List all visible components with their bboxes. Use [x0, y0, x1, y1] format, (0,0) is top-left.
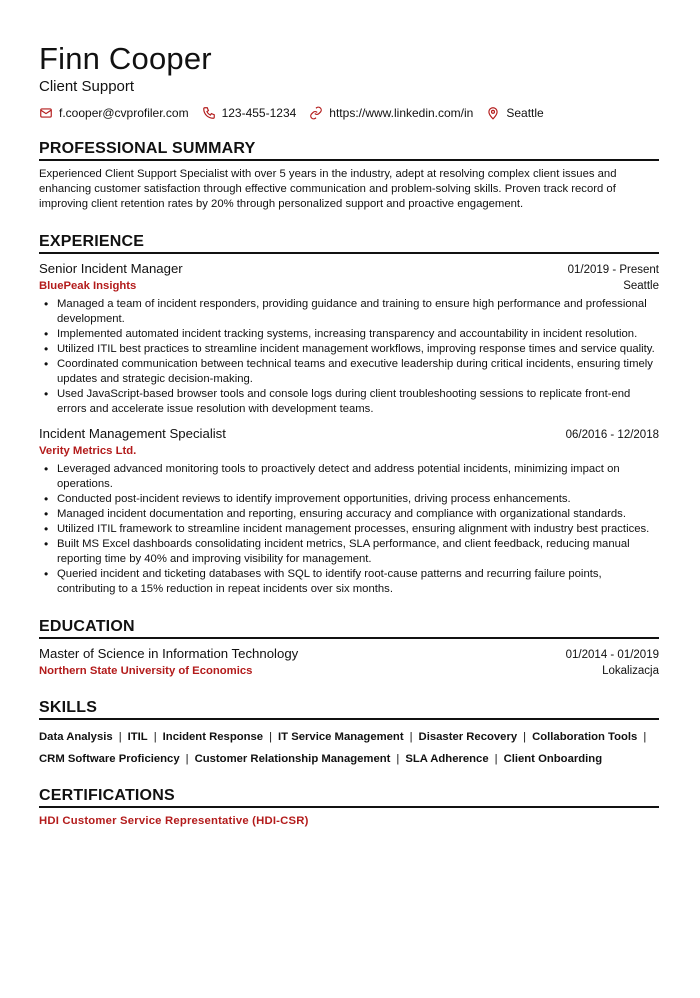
mail-icon [39, 106, 53, 120]
bullet-item: • Utilized ITIL framework to streamline incident management processes, ensuring alignment with industry best practices. [39, 522, 659, 537]
resume-page [39, 40, 659, 829]
skill-item: CRM Software Proficiency | [39, 753, 189, 765]
bullet-item: • Coordinated communication between technical teams and executive leadership during critical incidents, ensuring timely updates and strategic decision-making. [39, 357, 659, 387]
skills-section [39, 698, 659, 770]
job-entry [39, 425, 659, 597]
bullet-item: • Conducted post-incident reviews to identify improvement opportunities, driving process enhancements. [39, 492, 659, 507]
experience-section [39, 232, 659, 597]
phone-icon [202, 106, 216, 120]
summary-text: Experienced Client Support Specialist with over 5 years in the industry, adept at resolving complex client issues and enhancing customer satisfaction through effective communication and problem-solving skills. Proven track record of improving client retention rates by 20% through personalized support and proactive engagement. [39, 168, 617, 210]
job-dates: 06/2016 - 12/2018 [565, 429, 659, 441]
company-name: BluePeak Insights [39, 280, 137, 292]
job-title: Incident Management Specialist [39, 426, 226, 441]
skill-item: ITIL | [127, 731, 157, 743]
bullet-item: • Managed incident documentation and reporting, ensuring accuracy and compliance with organizational standards. [39, 507, 659, 522]
skill-item: IT Service Management | [278, 731, 413, 743]
skill-item: Client Onboarding [503, 753, 603, 765]
candidate-role: Client Support [39, 78, 135, 95]
education-entry [39, 645, 659, 680]
education-dates: 01/2014 - 01/2019 [565, 649, 659, 661]
bullet-item: • Queried incident and ticketing databases with SQL to identify root-cause patterns and recurring failure points, contributing to a 15% reduction in repeat incidents over six months. [39, 567, 659, 597]
bullet-item: • Leveraged advanced monitoring tools to proactively detect and address potential incidents, minimizing impact on operations. [39, 462, 659, 492]
email-text: f.cooper@cvprofiler.com [59, 106, 189, 120]
contact-bar [39, 105, 659, 121]
link-icon [309, 106, 323, 120]
bullet-item: • Built MS Excel dashboards consolidating incident metrics, SLA performance, and client feedback, reducing manual reporting time by 40% and improving visibility for management. [39, 537, 659, 567]
skill-item: Disaster Recovery | [418, 731, 527, 743]
bullet-item: • Implemented automated incident tracking systems, increasing transparency and accountability in incident resolution. [39, 327, 659, 342]
skill-item: Customer Relationship Management | [194, 753, 400, 765]
contact-email[interactable] [39, 106, 189, 120]
school-name: Northern State University of Economics [39, 665, 253, 677]
skills-list [39, 726, 659, 770]
map-pin-icon [486, 106, 500, 120]
header [39, 40, 659, 121]
summary-section [39, 139, 659, 212]
summary-heading: PROFESSIONAL SUMMARY [39, 139, 659, 161]
certifications-section [39, 786, 659, 829]
candidate-name: Finn Cooper [39, 41, 212, 76]
contact-linkedin[interactable] [309, 106, 473, 120]
skill-item: Incident Response | [162, 731, 273, 743]
job-bullets [39, 297, 659, 417]
location-text: Seattle [506, 106, 544, 120]
skill-item: SLA Adherence | [405, 753, 498, 765]
contact-location [486, 106, 543, 120]
job-title: Senior Incident Manager [39, 261, 183, 276]
experience-heading: EXPERIENCE [39, 232, 659, 254]
job-bullets [39, 462, 659, 597]
job-dates: 01/2019 - Present [567, 264, 659, 276]
phone-text: 123-455-1234 [221, 106, 297, 120]
bullet-item: • Managed a team of incident responders, providing guidance and training to ensure high performance and professional development. [39, 297, 659, 327]
bullet-item: • Utilized ITIL best practices to streamline incident management workflows, improving response times and service quality. [39, 342, 659, 357]
education-heading: EDUCATION [39, 617, 659, 639]
skill-item: Collaboration Tools | [532, 731, 647, 743]
degree-name: Master of Science in Information Technology [39, 646, 299, 661]
skills-heading: SKILLS [39, 698, 659, 720]
linkedin-text: https://www.linkedin.com/in [329, 106, 474, 120]
certifications-heading: CERTIFICATIONS [39, 786, 659, 808]
job-location: Seattle [623, 280, 659, 292]
skill-item: Data Analysis | [39, 731, 122, 743]
company-name: Verity Metrics Ltd. [39, 445, 137, 457]
bullet-item: • Used JavaScript-based browser tools and console logs during client troubleshooting sessions to replicate front-end errors and accelerate issue resolution with development teams. [39, 387, 659, 417]
contact-phone[interactable] [202, 106, 297, 120]
certification-item: HDI Customer Service Representative (HDI-CSR) [39, 815, 309, 827]
education-location: Lokalizacja [602, 665, 659, 677]
job-entry [39, 260, 659, 417]
education-section [39, 617, 659, 680]
